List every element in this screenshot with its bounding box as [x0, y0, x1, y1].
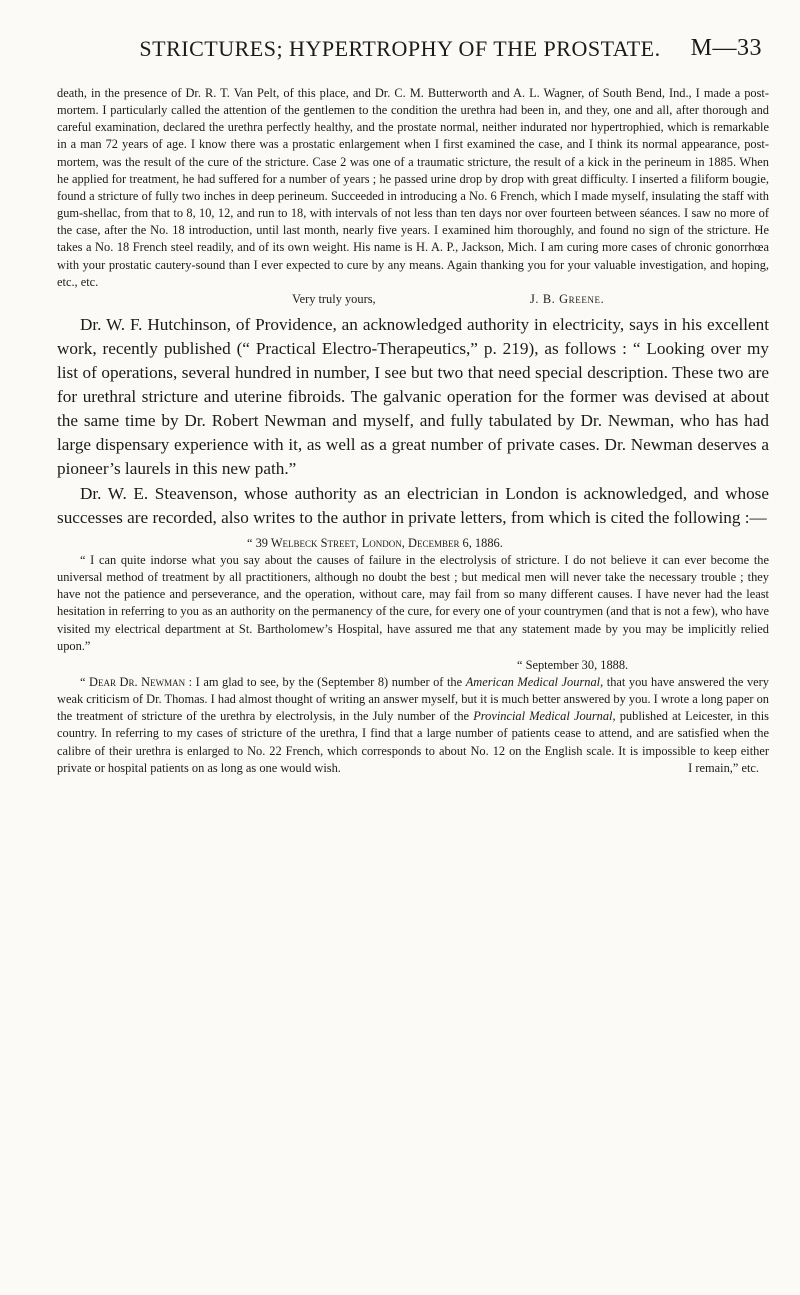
- steavenson-letter-1: “ I can quite indorse what you say about the causes of failure in the electrolysis of stricture. I do not believe it can ever become the universal method of treatment by all practitioners, although no doubt the best ; but medical men will never take the necessary trouble ; they have not the patience and perseverance, and the operation, without care, may fail from so many different causes. I have never had the least hesitation in referring to you as an authority on the permanency of the cure, for every one of your countrymen (and that is not a few), who have visited my electrical department at St. Bartholomew’s Hospital, have assured me that any statement made by you may be implicitly relied upon.”: [57, 552, 769, 653]
- steavenson-paragraph: Dr. W. E. Steavenson, whose authority as an electrician in London is acknowledged, and whose successes are recorded, also writes to the author in private letters, from which is cited the following :—: [57, 483, 769, 527]
- letter-body-part-2: , that you have answered the very weak criticism of Dr. Thomas. I had almost thought of writing an answer myself, but it is much better answered by you. I wrote a long paper on the treatment of stricture of the urethra by electrolysis, in the July number of the: [57, 674, 769, 724]
- letter-signature-row: [57, 291, 769, 308]
- letter-body-part-3: , published at Leicester, in this country. In referring to my cases of stricture of the urethra, I find that a large number of patients cease to attend, and are satisfied when the calibre of their urethra is enlarged to No. 22 French, which corresponds to about No. 12 on the English scale. It is impossible to keep either private or hospital patients on as long as one would wish.: [57, 709, 769, 775]
- letter-signature: J. B. Greene.: [530, 291, 605, 306]
- page-number: M—33: [690, 35, 762, 61]
- letter-date: “ September 30, 1888.: [517, 657, 629, 672]
- page-body: [57, 85, 769, 777]
- letter-closing-remain: I remain,” etc.: [688, 760, 759, 775]
- journal-title-american: American Medical Journal: [465, 674, 601, 689]
- running-head: STRICTURES; HYPERTROPHY OF THE PROSTATE.: [139, 36, 661, 61]
- letter-salutation: “ Dear Dr. Newman :: [80, 674, 193, 689]
- letter-continuation-paragraph: death, in the presence of Dr. R. T. Van Pelt, of this place, and Dr. C. M. Butterworth and A. L. Wagner, of South Bend, Ind., I made a post-mortem. I particularly called the attention of the gentlemen to the condition the urethra had been in, and they, one and all, after thorough and careful examination, declared the urethra perfectly healthy, and the prostate normal, neither indurated nor hypertrophied, which is remarkable in a man 72 years of age. I know there was a prostatic enlargement when I first examined the case, and I think its normal appearance, post-mortem, was the result of the cure of the stricture. Case 2 was one of a traumatic stricture, the result of a kick in the perineum in 1885. When he applied for treatment, he had suffered for a number of years ; he passed urine drop by drop with great difficulty. I inserted a filiform bougie, found a stricture of fully two inches in deep perineum. Succeeded in introducing a No. 6 French, which I made myself, insulating the staff with gum-shellac, from that to 8, 10, 12, and run to 18, with intervals of not less than ten days nor over fourteen between séances. I saw no more of the case, after the No. 18 introduction, until last month, nearly five years. I examined him thoroughly, and found no sign of the stricture. He takes a No. 18 French steel readily, and of its own weight. His name is H. A. P., Jackson, Mich. I am curing more cases of chronic gonorrhœa with your prostatic cautery-sound than I ever expected to cure by any means. Again thanking you for your valuable investigation, and hoping, etc., etc.: [57, 86, 769, 289]
- letter-address: “ 39 Welbeck Street, London, December 6, 1886.: [247, 535, 503, 550]
- letter-closing: Very truly yours,: [292, 291, 376, 306]
- hutchinson-paragraph: Dr. W. F. Hutchinson, of Providence, an acknowledged authority in electricity, says in his excellent work, recently published (“ Practical Electro-Therapeutics,” p. 219), as follows : “ Looking over my list of operations, several hundred in number, I see but two that need special description. These two are for urethral stricture and uterine fibroids. The galvanic operation for the former was devised at about the same time by Dr. Robert Newman and myself, and fully tabulated by Dr. Newman, who has had large dispensary experience with it, as well as a great number of private cases. Dr. Newman deserves a pioneer’s laurels in this new path.”: [57, 314, 769, 479]
- page-header: [0, 36, 800, 66]
- journal-title-provincial: Provincial Medical Journal: [473, 709, 613, 724]
- letter-body-part-1: I am glad to see, by the (September 8) number of the: [195, 674, 463, 689]
- steavenson-letter-2: [57, 674, 769, 777]
